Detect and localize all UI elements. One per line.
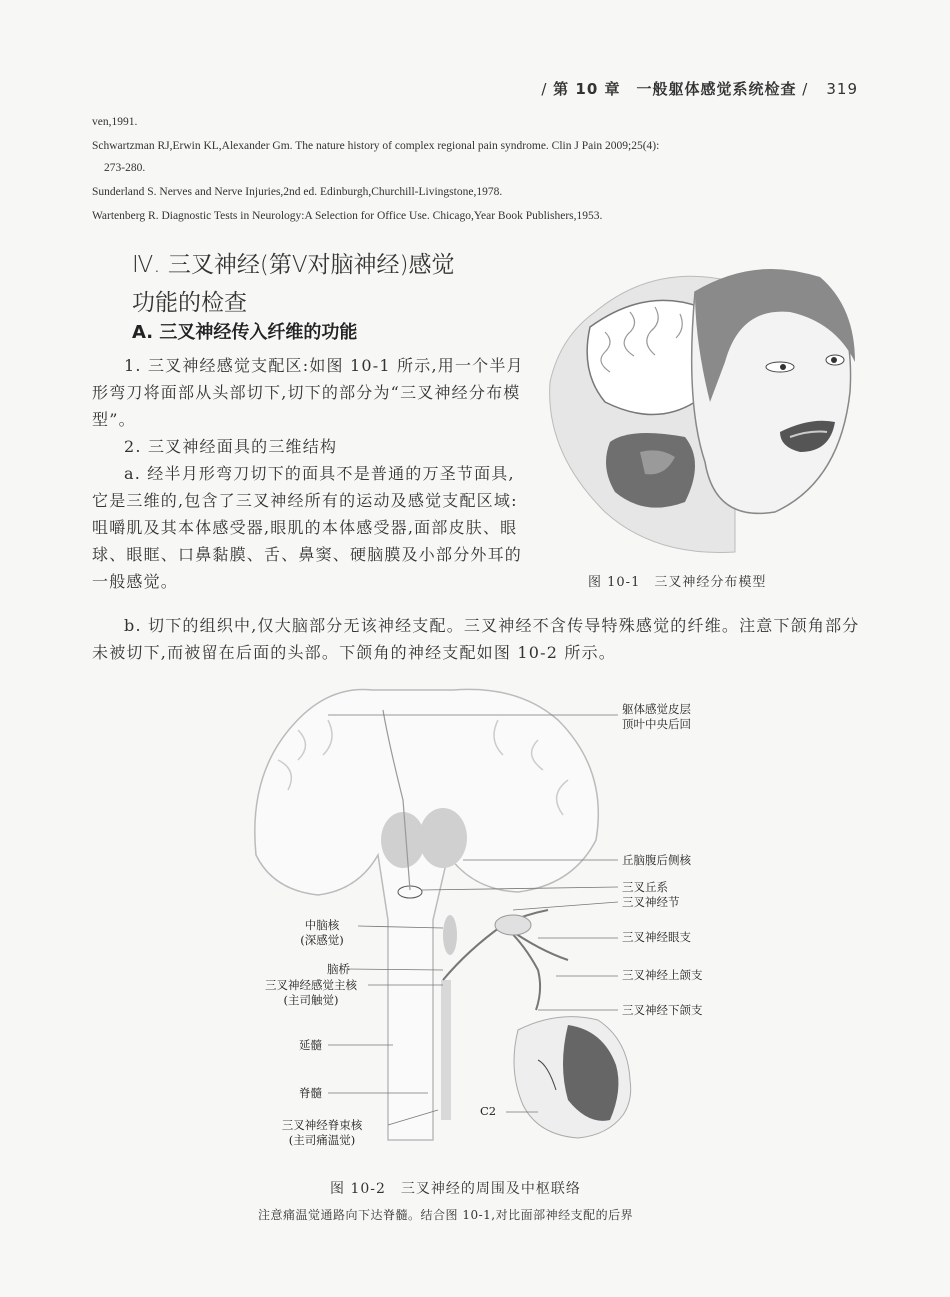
label-maxillary: 三叉神经上颌支 (622, 968, 703, 982)
chapter-title: 一般躯体感觉系统检查 (636, 80, 797, 98)
reference-line: Wartenberg R. Diagnostic Tests in Neurology:A Selection for Office Use. Chicago,Year Book Publishers,1953. (92, 210, 603, 222)
label-thalamus: 丘脑腹后侧核 (622, 853, 691, 867)
label-lemniscus: 三叉丘系 三叉神经节 (622, 880, 680, 909)
figure-10-2-note: 注意痛温觉通路向下达脊髓。结合图 10-1,对比面部神经支配的后界 (258, 1208, 634, 1222)
running-header: / 第 10 章 一般躯体感觉系统检查 / 319 (541, 80, 858, 98)
paragraph: a. 经半月形弯刀切下的面具不是普通的万圣节面具,它是三维的,包含了三叉神经所有的运动及感觉支配区域:咀嚼肌及其本体感受器,眼肌的本体感受器,面部皮肤、眼球、眼眶、口鼻黏膜、舌、鼻窦、硬脑膜及小部分外耳的一般感觉。 (92, 464, 523, 591)
label-medulla: 延髓 (299, 1038, 322, 1052)
section-title-line: 功能的检查 (132, 290, 247, 316)
figure-10-1-caption: 图 10-1 三叉神经分布模型 (588, 575, 767, 590)
page-number: 319 (826, 80, 858, 98)
figure-10-2-caption: 图 10-2 三叉神经的周围及中枢联络 (330, 1181, 581, 1197)
paragraph: 2. 三叉神经面具的三维结构 (124, 437, 338, 456)
label-spinal-nucleus: 三叉神经脊束核 (主司痛温觉) (281, 1118, 363, 1147)
label-midbrain: 中脑核 (深感觉) (300, 918, 344, 947)
paragraph: b. 切下的组织中,仅大脑部分无该神经支配。三叉神经不含传导特殊感觉的纤维。注意下颌角部分未被切下,而被留在后面的头部。下颌角的神经支配如图 10-2 所示。 (92, 616, 860, 662)
section-title-line: Ⅳ. 三叉神经(第Ⅴ对脑神经)感觉 (132, 252, 455, 278)
label-ophthalmic: 三叉神经眼支 (622, 930, 691, 944)
reference-line: 273-280. (104, 162, 146, 174)
label-spinal-cord: 脊髓 (299, 1086, 322, 1100)
label-c2: C2 (480, 1104, 497, 1118)
subsection-heading: A. 三叉神经传入纤维的功能 (132, 322, 358, 343)
reference-line: Sunderland S. Nerves and Nerve Injuries,2nd ed. Edinburgh,Churchill-Livingstone,1978. (92, 186, 503, 198)
label-mandibular: 三叉神经下颌支 (622, 1003, 703, 1017)
label-pons: 脑桥 (327, 962, 350, 976)
label-principal-nucleus: 三叉神经感觉主核 (主司触觉) (265, 978, 357, 1007)
label-cortex: 躯体感觉皮层 顶叶中央后回 (622, 702, 691, 731)
section-heading (132, 246, 532, 322)
reference-line: ven,1991. (92, 116, 138, 128)
figure-10-1-illustration (535, 252, 865, 564)
reference-line: Schwartzman RJ,Erwin KL,Alexander Gm. The nature history of complex regional pain syndrome. Clin J Pain 2009;25(4): (92, 140, 660, 152)
paragraph: 1. 三叉神经感觉支配区:如图 10-1 所示,用一个半月形弯刀将面部从头部切下,切下的部分为“三叉神经分布模型”。 (92, 356, 524, 429)
chapter-number: 第 10 章 (553, 80, 621, 98)
